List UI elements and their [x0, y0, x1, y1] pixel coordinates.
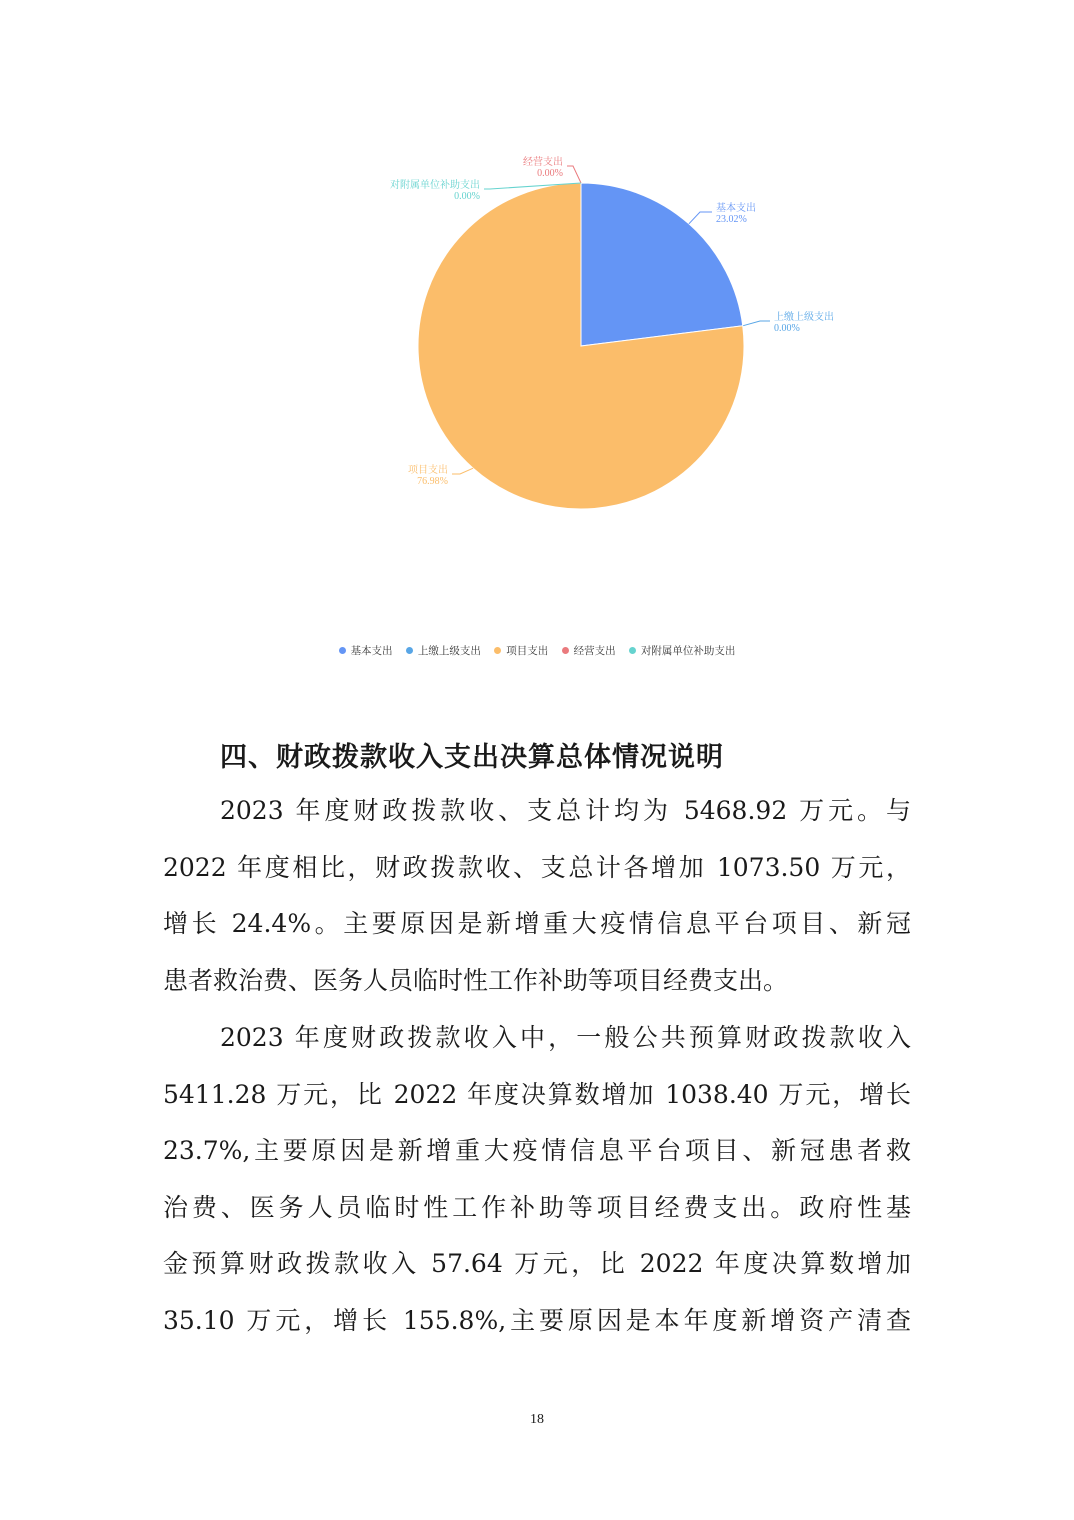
legend-item-project[interactable] [494, 643, 548, 658]
legend-item-subsidy[interactable] [629, 643, 736, 658]
paragraph-2 [163, 1010, 911, 1349]
slice-label: 基本支出 [716, 203, 756, 214]
slice-label: 上缴上级支出 [774, 312, 834, 323]
legend-item-business[interactable] [562, 643, 616, 658]
slice-label: 经营支出 [523, 157, 563, 168]
slice-percent: 76.98% [417, 476, 448, 487]
paragraph-line: 治费、医务人员临时性工作补助等项目经费支出。政府性基 [163, 1192, 911, 1222]
legend-dot-business [562, 647, 569, 654]
paragraph-line: 2022 年度相比，财政拨款收、支总计各增加 1073.50 万元， [163, 852, 911, 882]
legend-dot-basic [339, 647, 346, 654]
legend-dot-project [494, 647, 501, 654]
paragraph-line: 23.7%,主要原因是新增重大疫情信息平台项目、新冠患者救 [163, 1136, 911, 1165]
slice-percent: 0.00% [537, 168, 563, 179]
legend-dot-subsidy [629, 647, 636, 654]
paragraph-line: 患者救治费、医务人员临时性工作补助等项目经费支出。 [163, 965, 789, 995]
legend-label-basic: 基本支出 [350, 645, 393, 657]
legend-item-remit[interactable] [406, 643, 481, 658]
slice-label: 项目支出 [408, 465, 448, 476]
legend-label-remit: 上缴上级支出 [417, 645, 481, 657]
legend-label-business: 经营支出 [573, 645, 616, 657]
chart-legend [0, 643, 1074, 658]
paragraph-line: 增长 24.4%。主要原因是新增重大疫情信息平台项目、新冠 [163, 909, 911, 938]
section-heading: 四、财政拨款收入支出决算总体情况说明 [220, 742, 724, 773]
leader-line [452, 468, 473, 474]
leader-line [567, 166, 581, 183]
paragraph-1 [163, 783, 911, 1009]
slice-label: 对附属单位补助支出 [390, 180, 480, 191]
legend-label-subsidy: 对附属单位补助支出 [640, 645, 736, 657]
legend-item-basic[interactable] [339, 643, 393, 658]
slice-percent: 0.00% [454, 191, 480, 202]
slice-percent: 0.00% [774, 323, 800, 334]
leader-line [689, 212, 712, 224]
paragraph-line: 35.10 万元，增长 155.8%,主要原因是本年度新增资产清查 [163, 1305, 911, 1335]
slice-percent: 23.02% [716, 214, 747, 225]
legend-dot-remit [406, 647, 413, 654]
paragraph-line: 5411.28 万元，比 2022 年度决算数增加 1038.40 万元，增长 [163, 1079, 911, 1109]
leader-line [743, 321, 770, 326]
paragraph-line: 2023 年度财政拨款收入中，一般公共预算财政拨款收入 [220, 1023, 911, 1052]
paragraph-line: 金预算财政拨款收入 57.64 万元，比 2022 年度决算数增加 [163, 1249, 911, 1278]
legend-label-project: 项目支出 [506, 645, 549, 657]
expenditure-pie-chart [0, 0, 1074, 690]
page-number: 18 [530, 1412, 544, 1427]
paragraph-line: 2023 年度财政拨款收、支总计均为 5468.92 万元。与 [220, 796, 911, 825]
